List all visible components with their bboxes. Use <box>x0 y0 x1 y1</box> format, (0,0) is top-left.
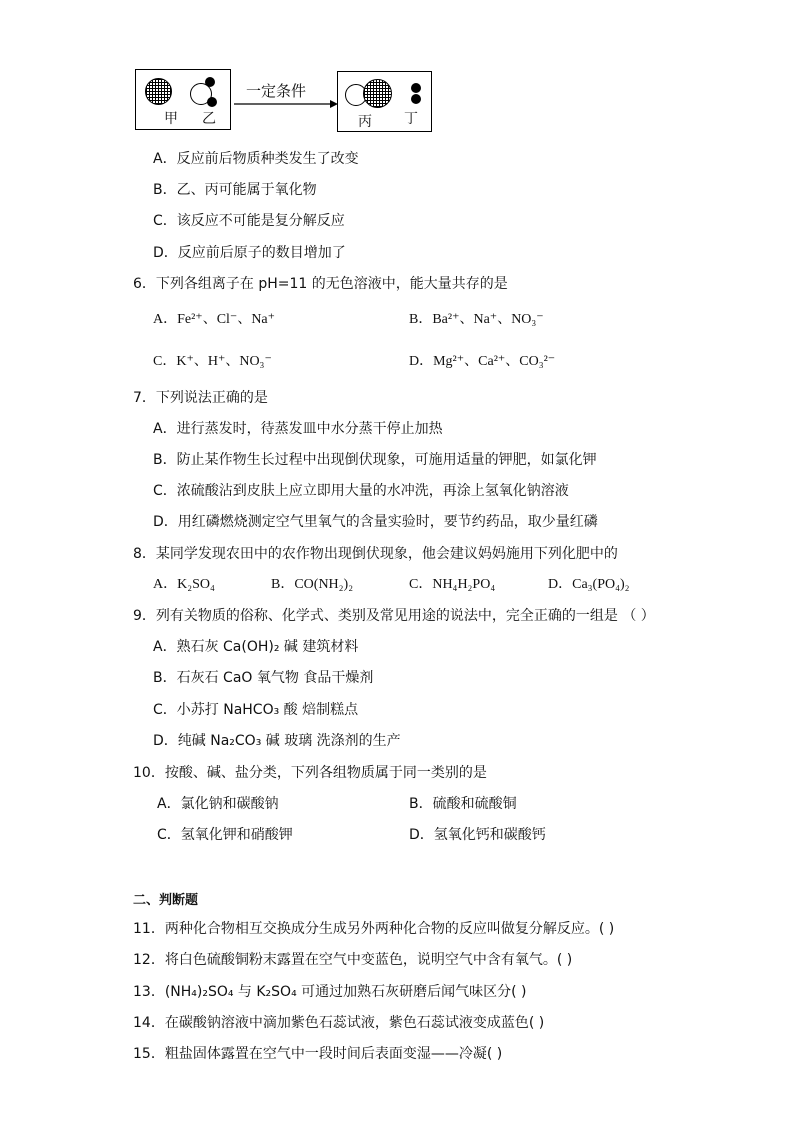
hatched-atom-icon <box>145 78 172 105</box>
q10-option-b: B．硫酸和硫酸铜 <box>409 796 517 812</box>
q8-option-b: B．CO(NH₂)₂ <box>271 577 354 592</box>
q10-option-d: D．氢氧化钙和碳酸钙 <box>409 827 546 843</box>
q5-option-d: D．反应前后原子的数目增加了 <box>153 245 346 261</box>
black-atom-icon <box>207 97 217 107</box>
reaction-arrow-icon <box>234 99 338 109</box>
q10-stem: 10．按酸、碱、盐分类，下列各组物质属于同一类别的是 <box>133 765 487 781</box>
q14: 14．在碳酸钠溶液中滴加紫色石蕊试液，紫色石蕊试液变成蓝色( ) <box>133 1015 545 1031</box>
q10-option-c: C．氢氧化钾和硝酸钾 <box>157 827 293 843</box>
q15: 15．粗盐固体露置在空气中一段时间后表面变湿——冷凝( ) <box>133 1046 503 1062</box>
black-atom-icon <box>205 77 215 87</box>
q8-option-a: A．K₂SO₄ <box>153 577 215 592</box>
section-title: 二、判断题 <box>133 893 199 908</box>
q9-option-d: D．纯碱 Na₂CO₃ 碱 玻璃 洗涤剂的生产 <box>153 733 401 749</box>
q8-stem: 8．某同学发现农田中的农作物出现倒伏现象，他会建议妈妈施用下列化肥中的 <box>133 546 618 562</box>
q12: 12．将白色硫酸铜粉末露置在空气中变蓝色，说明空气中含有氧气。( ) <box>133 952 573 968</box>
q7-option-c: C．浓硫酸沾到皮肤上应立即用大量的水冲洗，再涂上氢氧化钠溶液 <box>153 483 569 499</box>
arrow-label: 一定条件 <box>246 82 307 100</box>
q6-option-a: A．Fe²⁺、Cl⁻、Na⁺ <box>153 312 276 327</box>
q7-option-b: B．防止某作物生长过程中出现倒伏现象，可施用适量的钾肥，如氯化钾 <box>153 452 597 468</box>
q7-stem: 7．下列说法正确的是 <box>133 390 268 406</box>
q11: 11．两种化合物相互交换成分生成另外两种化合物的反应叫做复分解反应。( ) <box>133 921 615 937</box>
black-atom-icon <box>411 83 421 93</box>
q10-option-a: A．氯化钠和碳酸钠 <box>157 796 279 812</box>
q8-option-c: C．NH₄H₂PO₄ <box>409 577 496 592</box>
q5-option-b: B．乙、丙可能属于氧化物 <box>153 182 317 198</box>
hatched-atom-icon <box>363 79 392 108</box>
label-bing: 丙 <box>358 114 372 130</box>
q13: 13．(NH₄)₂SO₄ 与 K₂SO₄ 可通过加熟石灰研磨后闻气味区分( ) <box>133 984 527 1000</box>
q5-option-c: C．该反应不可能是复分解反应 <box>153 213 345 229</box>
q7-option-d: D．用红磷燃烧测定空气里氧气的含量实验时，要节约药品，取少量红磷 <box>153 514 598 530</box>
label-jia: 甲 <box>164 111 178 127</box>
q6-option-d: D．Mg²⁺、Ca²⁺、CO₃²⁻ <box>409 354 556 369</box>
q9-option-c: C．小苏打 NaHCO₃ 酸 焙制糕点 <box>153 702 359 718</box>
q6-option-c: C．K⁺、H⁺、NO₃⁻ <box>153 354 272 369</box>
black-atom-icon <box>411 94 421 104</box>
reactant-box <box>135 69 231 130</box>
q7-option-a: A．进行蒸发时，待蒸发皿中水分蒸干停止加热 <box>153 421 443 437</box>
q6-stem: 6．下列各组离子在 pH=11 的无色溶液中，能大量共存的是 <box>133 276 508 292</box>
product-box <box>337 71 432 132</box>
q8-option-d: D．Ca₃(PO₄)₂ <box>548 577 630 592</box>
q9-option-b: B．石灰石 CaO 氧气物 食品干燥剂 <box>153 670 374 686</box>
label-yi: 乙 <box>202 111 216 127</box>
q9-stem: 9．列有关物质的俗称、化学式、类别及常见用途的说法中，完全正确的一组是 （ ） <box>133 608 655 624</box>
q6-option-b: B．Ba²⁺、Na⁺、NO₃⁻ <box>409 312 544 327</box>
q5-option-a: A．反应前后物质种类发生了改变 <box>153 151 359 167</box>
label-ding: 丁 <box>404 111 418 127</box>
q9-option-a: A．熟石灰 Ca(OH)₂ 碱 建筑材料 <box>153 639 359 655</box>
